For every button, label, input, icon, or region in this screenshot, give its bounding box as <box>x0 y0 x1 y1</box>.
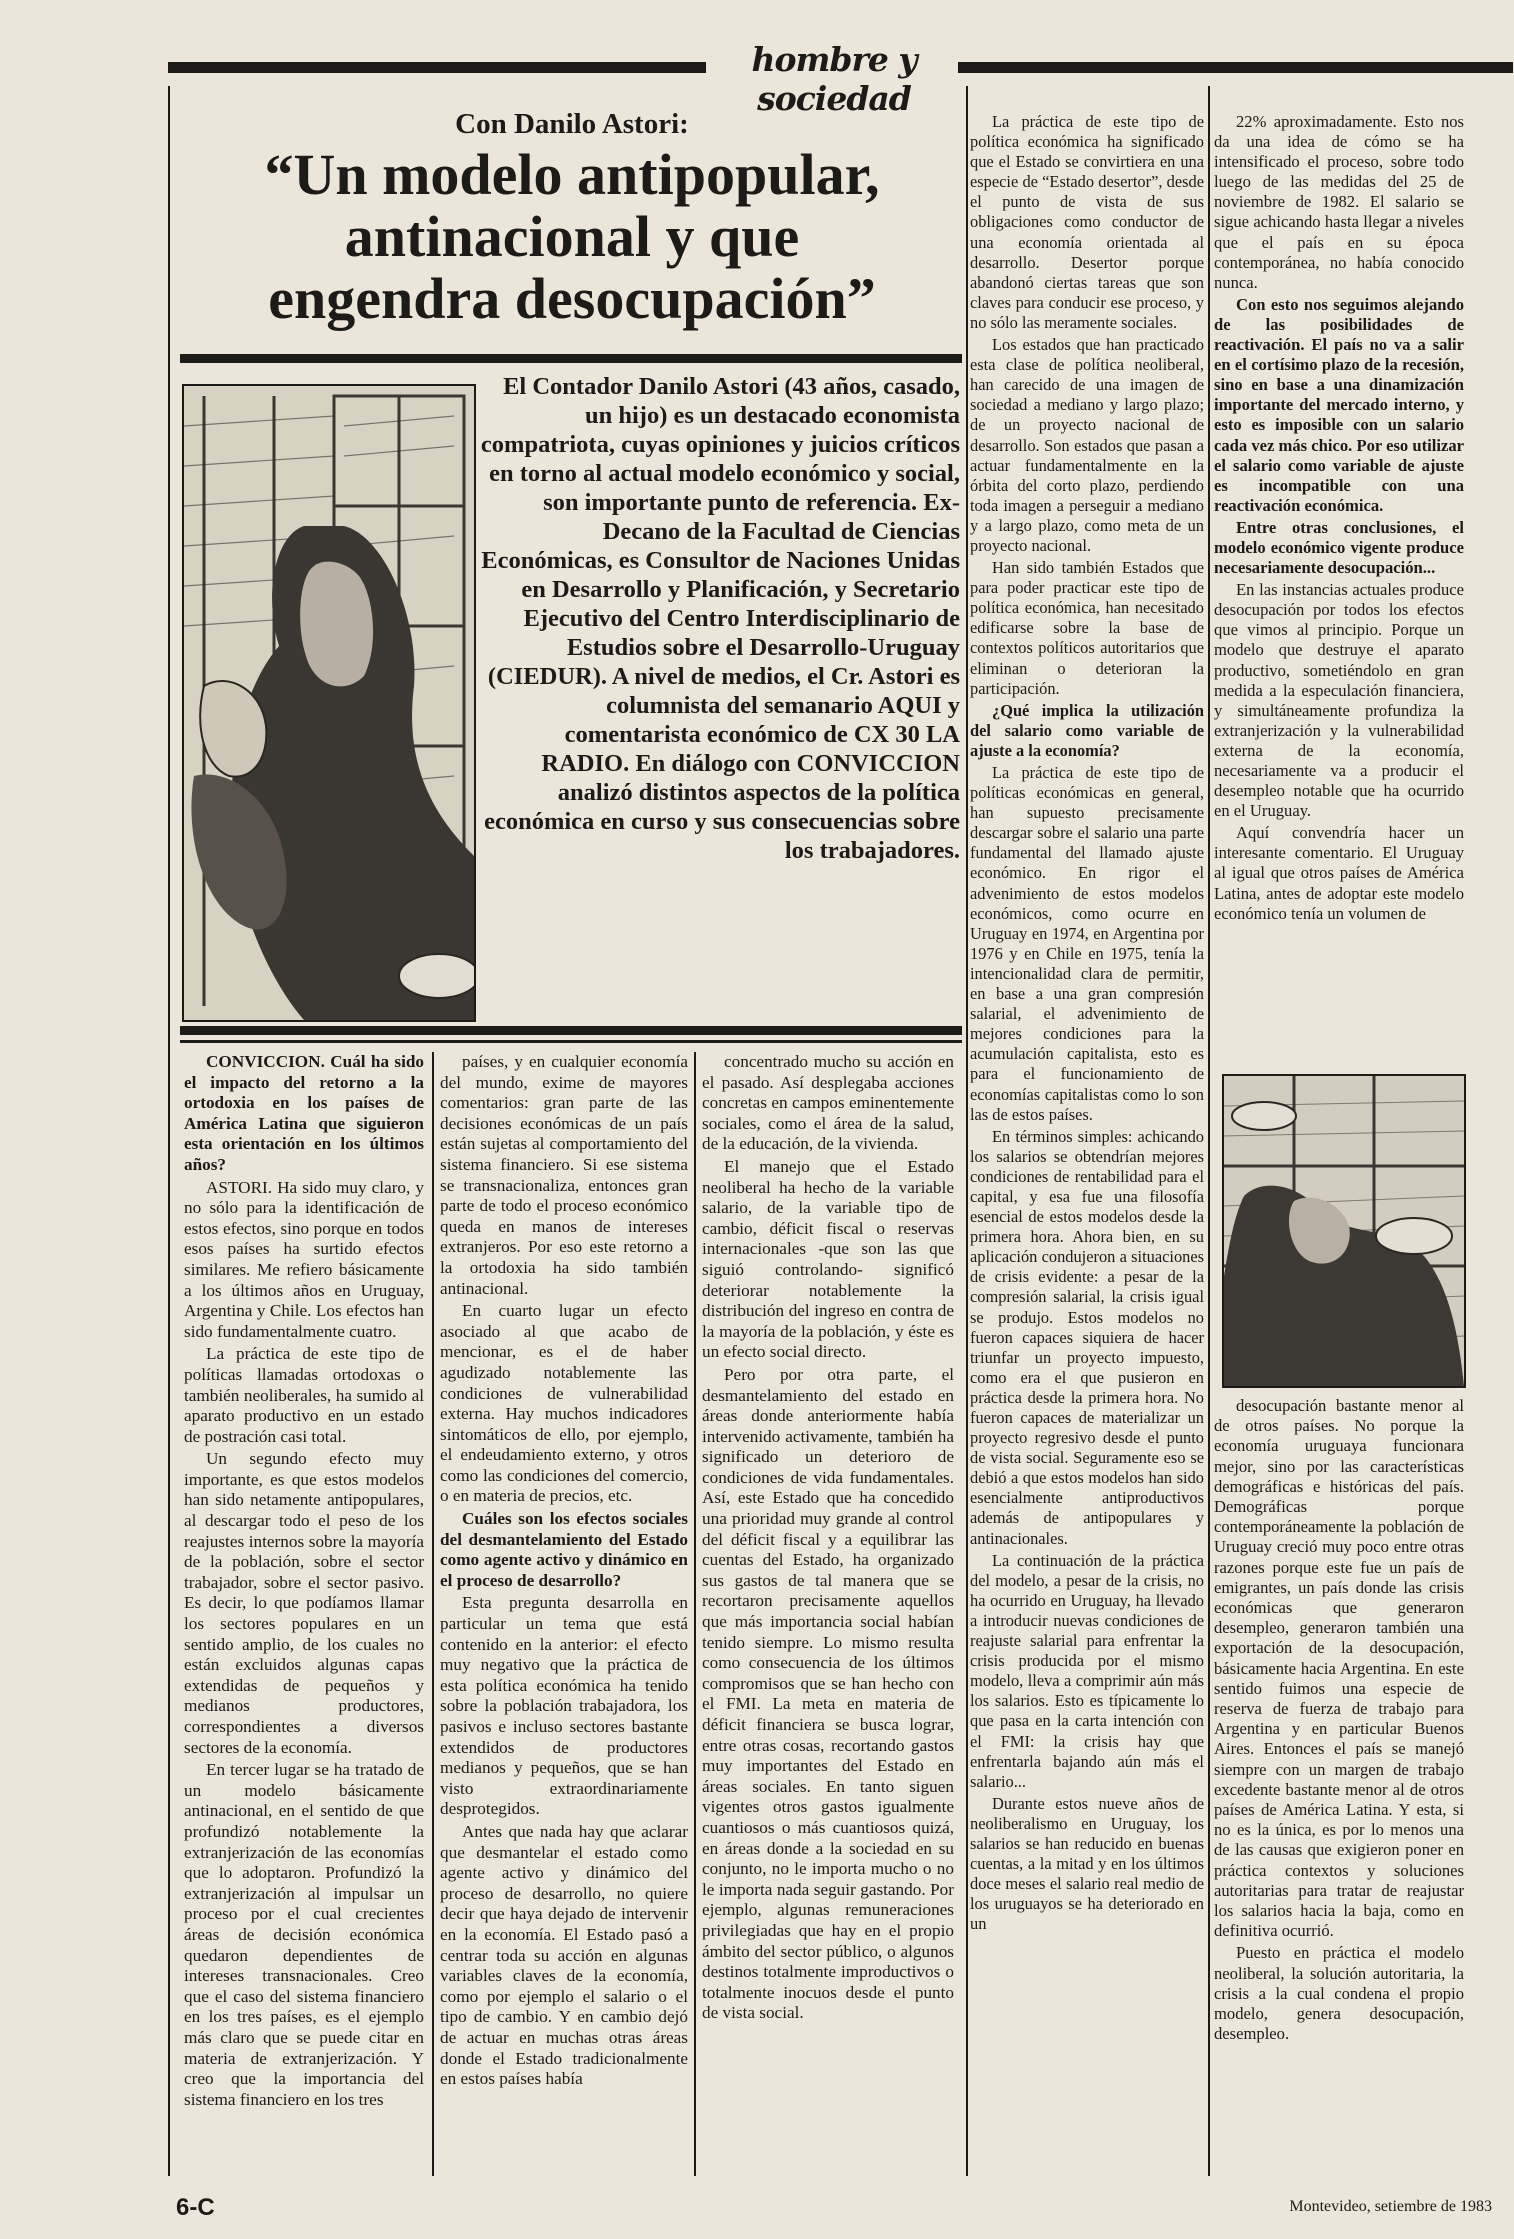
article-column-1 <box>184 1052 424 2110</box>
article-paragraph: En términos simples: achicando los salarios se obtendrían mejores condiciones de rentabilidad para el capital, y esa fue una filosofía esencial de estos modelos desde la primera hora. Ahora bien, en su aplicación condujeron a situaciones de crisis evidente: a pesar de la compresión salarial, la crisis igual se produjo. Estos modelos no fueron capaces siquiera de hacer triunfar un proyecto impuesto, como era el que pusieron en práctica desde la primera hora. No fueron capaces de materializar un proyecto regresivo desde el punto de vista social. Seguramente eso se debió a que estos modelos han sido esencialmente antiproductivos además de antipopulares y antinacionales. <box>970 1126 1204 1548</box>
column-rule-1 <box>432 1052 434 2176</box>
interview-question: Cuáles son los efectos sociales del desmantelamiento del Estado como agente activo y dinámico en el proceso de desarrollo? <box>440 1509 688 1590</box>
article-paragraph: La práctica de este tipo de políticas llamadas ortodoxas o también neoliberales, ha sumido al aparato productivo en un estado de postración casi total. <box>184 1344 424 1446</box>
column-rule-4 <box>966 86 968 2176</box>
article-paragraph: ASTORI. Ha sido muy claro, y no sólo para la identificación de estos efectos, sino porque en todos esos países ha surtido efectos similares. Me refiero básicamente a los últimos años en Uruguay, Argentina y Chile. Los efectos han sido fundamentalmente cuatro. <box>184 1177 424 1341</box>
intro-rule <box>180 1026 962 1035</box>
interview-question: ¿Qué implica la utilización del salario como variable de ajuste a la economía? <box>970 700 1204 760</box>
illustration-sketch <box>184 386 474 1020</box>
headline <box>182 144 962 330</box>
section-label: hombre y sociedad <box>751 40 917 118</box>
headline-line: “Un modelo antipopular, <box>264 142 880 207</box>
portrait-illustration-small <box>1222 1074 1466 1388</box>
article-paragraph: Esta pregunta desarrolla en particular un tema que está contenido en la anterior: el efecto muy negativo que la práctica de esta política económica ha tenido sobre la población trabajadora, los pasivos e incluso sectores bastante extendidos de productores medianos y pequeños, que se han visto extraordinariamente desprotegidos. <box>440 1593 688 1819</box>
portrait-illustration <box>182 384 476 1022</box>
article-paragraph: La práctica de este tipo de política económica ha significado que el Estado se convirtiera en una especie de “Estado desertor”, desde el punto de vista de sus obligaciones como conductor de una economía orientada al desarrollo. Desertor porque abandonó ciertas tareas que son claves para conducir ese proceso, y no sólo las meramente sociales. <box>970 112 1204 332</box>
section-rule-right <box>958 62 1513 73</box>
article-paragraph: Los estados que han practicado esta clase de política neoliberal, han carecido de una imagen de sociedad a mediano y largo plazo; de un proyecto nacional de desarrollo. Son estados que pasan a actuar fundamentalmente en la órbita del corto plazo, perdiendo toda imagen a perseguir a mediano y a largo plazo, como meta de un proyecto nacional. <box>970 335 1204 555</box>
headline-line: antinacional y que <box>344 204 800 269</box>
page-folio: 6-C <box>176 2194 215 2221</box>
illustration-sketch-small <box>1224 1076 1464 1386</box>
article-paragraph: La continuación de la práctica del modelo, a pesar de la crisis, no ha ocurrido en Uruguay, ha llevado a introducir nuevas condiciones de reajuste salarial para enfrentar la crisis producida por el mismo modelo, lleva a comprimir aún más los salarios. Esto es típicamente lo que pasa en la carta intención con el FMI: la crisis hay que enfrentarla bajando aún más el salario... <box>970 1550 1204 1791</box>
article-paragraph: En las instancias actuales produce desocupación por todos los efectos que vimos al principio. Porque un modelo que destruye el aparato productivo, sometiéndolo en gran medida a la especulación financiera, y simultáneamente profundiza la extranjerización y la vulnerabilidad externa de la economía, necesariamente va a producir el desempleo notable que ha ocurrido en el Uruguay. <box>1214 580 1464 821</box>
article-paragraph: Aquí convendría hacer un interesante comentario. El Uruguay al igual que otros países de América Latina, antes de adoptar este modelo económico tenía un volumen de <box>1214 823 1464 923</box>
intro-paragraph: El Contador Danilo Astori (43 años, casado, un hijo) es un destacado economista compatriota, cuyas opiniones y juicios críticos en torno al actual modelo económico y social, son importante punto de referencia. Ex-Decano de la Facultad de Ciencias Económicas, es Consultor de Naciones Unidas en Desarrollo y Planificación, y Secretario Ejecutivo del Centro Interdisciplinario de Estudios sobre el Desarrollo-Uruguay (CIEDUR). A nivel de medios, el Cr. Astori es columnista del semanario AQUI y comentarista económico de CX 30 LA RADIO. En diálogo con CONVICCION analizó distintos aspectos de la política económica en curso y sus consecuencias sobre los trabajadores. <box>480 373 960 864</box>
article-column-4 <box>970 112 1204 1934</box>
kicker: Con Danilo Astori: <box>455 108 689 140</box>
article-column-5-bottom <box>1214 1396 1464 2045</box>
article-paragraph: Un segundo efecto muy importante, es que estos modelos han sido netamente antipopulares, al descargar todo el peso de los reajustes internos sobre la mayoría de la población, sobre el sector trabajador, sobre el sector pasivo. Es decir, lo que podíamos llamar los sectores populares en un sentido amplio, de los cuales no están excluidos algunas capas extendidas de pequeños y medianos productores, correspondientes a diversos sectores de la economía. <box>184 1449 424 1757</box>
headline-rule <box>180 354 962 363</box>
interview-question: Entre otras conclusiones, el modelo económico vigente produce necesariamente desocupación... <box>1214 517 1464 578</box>
interview-question: Con esto nos seguimos alejando de las posibilidades de reactivación. El país no va a salir en el cortísimo plazo de la recesión, sino en base a una dinamización importante del mercado interno, y esto es imposible con un salario cada vez más chico. Por eso utilizar el salario como variable de ajuste es incompatible con una reactivación económica. <box>1214 294 1464 515</box>
article-column-5-top <box>1214 112 1464 924</box>
article-paragraph: concentrado mucho su acción en el pasado. Así desplegaba acciones concretas en campos eminentemente sociales, como el área de la salud, de la educación, de la vivienda. <box>702 1052 954 1154</box>
column-rule-5 <box>1208 86 1210 2176</box>
article-paragraph: Han sido también Estados que para poder practicar este tipo de política económica, han necesitado edificarse sobre la base de contextos políticos autoritarios que eliminan o deterioran la participación. <box>970 558 1204 698</box>
article-paragraph: En cuarto lugar un efecto asociado al que acabo de mencionar, es el de haber agudizado notablemente las condiciones de vulnerabilidad externa. Hay muchos indicadores sintomáticos de ello, por ejemplo, el endeudamiento externo, y otros como las condiciones del comercio, o en materia de precios, etc. <box>440 1301 688 1506</box>
article-paragraph: Pero por otra parte, el desmantelamiento del estado en áreas donde anteriormente había intervenido activamente, también ha significado un deterioro de condiciones de vida fundamentales. Así, este Estado que ha concedido una prioridad muy grande al control del déficit fiscal y a equilibrar las cuentas del Estado, ha organizado sus gastos de tal manera que se recortaron precisamente aquellos que más importancia social habían tenido siempre. Lo mismo resulta como consecuencia de los últimos compromisos que se han hecho con el FMI. La meta en materia de déficit financiera se busca lograr, entre otras cosas, recortando gastos muy importantes del Estado en áreas sociales. En tanto siguen vigentes otros gastos igualmente cuantiosos o más cuantiosos quizá, en áreas donde a la sociedad en su conjunto, no le importa mucho o no le importa nada seguir gastando. Por ejemplo, algunas remuneraciones privilegiadas que hay en el propio ámbito del sector público, o algunos destinos totalmente improductivos o totalmente inocuos desde el punto de vista social. <box>702 1364 954 2023</box>
interview-question: CONVICCION. Cuál ha sido el impacto del retorno a la ortodoxia en los países de América Latina que siguieron esta orientación en los últimos años? <box>184 1052 424 1174</box>
article-paragraph: Puesto en práctica el modelo neoliberal, la solución autoritaria, la crisis a la cual condena el propio modelo, genera desocupación, desempleo. <box>1214 1943 1464 2044</box>
section-header <box>168 40 1513 118</box>
article-column-3 <box>702 1052 954 2024</box>
headline-line: engendra desocupación” <box>268 266 876 331</box>
section-rule-left <box>168 62 706 73</box>
article-paragraph: 22% aproximadamente. Esto nos da una idea de cómo se ha intensificado el proceso, sobre todo luego de las medidas del 25 de noviembre de 1982. El salario se sigue achicando hasta llegar a niveles que el país en su época contemporánea, no había conocido nunca. <box>1214 112 1464 292</box>
article-column-2 <box>440 1052 688 2090</box>
article-paragraph: países, y en cualquier economía del mundo, exime de mayores comentarios: gran parte de las decisiones económicas de un país están sujetas al comportamiento del sistema financiero. Si ese sistema se transnacionaliza, entonces gran parte de todo el proceso económico queda en manos de intereses extranjeros. Por eso este retorno a la ortodoxia ha sido también antinacional. <box>440 1052 688 1298</box>
article-paragraph: desocupación bastante menor al de otros países. No porque la economía uruguaya funcionara mejor, sino por las características demográficas e históricas del país. Demográficas porque contemporáneamente la población de Uruguay creció muy poco entre otras razones porque este fue un país de emigrantes, un país donde las crisis económicas que generaron desempleo, generaron también una exportación de la desocupación, básicamente hacia Argentina. En este sentido fuimos una especie de reserva de fuerza de trabajo para Argentina y en particular Buenos Aires. Entonces el país se manejó siempre con un margen de trabajo excedente bastante menor al de otros países de América Latina. Y esta, si no es la única, es por lo menos una de las causas que exigieron poner en práctica contextos y soluciones autoritarias para tratar de reajustar los salarios hacia la baja, como en definitiva ocurrió. <box>1214 1396 1464 1941</box>
intro-rule-thin <box>180 1040 962 1043</box>
article-paragraph: La práctica de este tipo de políticas económicas en general, han supuesto precisamente descargar sobre el salario una parte fundamental del llamado ajuste económico. En rigor el advenimiento de estos modelos económicos, como ocurre en Uruguay en 1974, en Argentina por 1976 y en Chile en 1975, tenía la intencionalidad clara de permitir, en base a una gran compresión salarial, el advenimiento de mejores condiciones para la acumulación capitalista, esto es para el funcionamiento de economías capitalistas como lo son las de estos países. <box>970 763 1204 1124</box>
article-paragraph: Antes que nada hay que aclarar que desmantelar el estado como agente activo y dinámico del proceso de desarrollo, no quiere decir que haya dejado de intervenir en la economía. El Estado pasó a centrar toda su acción en algunas variables claves de la economía, como por ejemplo el salario o el tipo de cambio. Y en cambio dejó de actuar en muchas otras áreas donde el Estado tradicionalmente en estos países había <box>440 1821 688 2089</box>
issue-dateline: Montevideo, setiembre de 1983 <box>1289 2198 1492 2215</box>
article-paragraph: Durante estos nueve años de neoliberalismo en Uruguay, los salarios se han reducido en buenas cuentas, a la mitad y en los últimos doce meses el salario real medio de los uruguayos se ha deteriorado en un <box>970 1793 1204 1934</box>
article-paragraph: El manejo que el Estado neoliberal ha hecho de la variable salario, de la variable tipo de cambio, déficit fiscal o reservas internacionales -que son las que siguió controlando- significó deteriorar notablemente la distribución del ingreso en contra de la mayoría de la población, y éste es un efecto social directo. <box>702 1156 954 1362</box>
article-paragraph: En tercer lugar se ha tratado de un modelo básicamente antinacional, en el sentido de que profundizó notablemente la extranjerización de las economías que lo adoptaron. Profundizó la extranjerización al impulsar un proceso por el cual crecientes áreas de decisión económica quedaron dependientes de intereses transnacionales. Creo que el caso del sistema financiero en los tres países, es el ejemplo más claro que se puede citar en materia de extranjerización. Y creo que la importancia del sistema financiero en los tres <box>184 1760 424 2109</box>
frame-left-rule <box>168 86 170 2176</box>
column-rule-2 <box>694 1052 696 2176</box>
